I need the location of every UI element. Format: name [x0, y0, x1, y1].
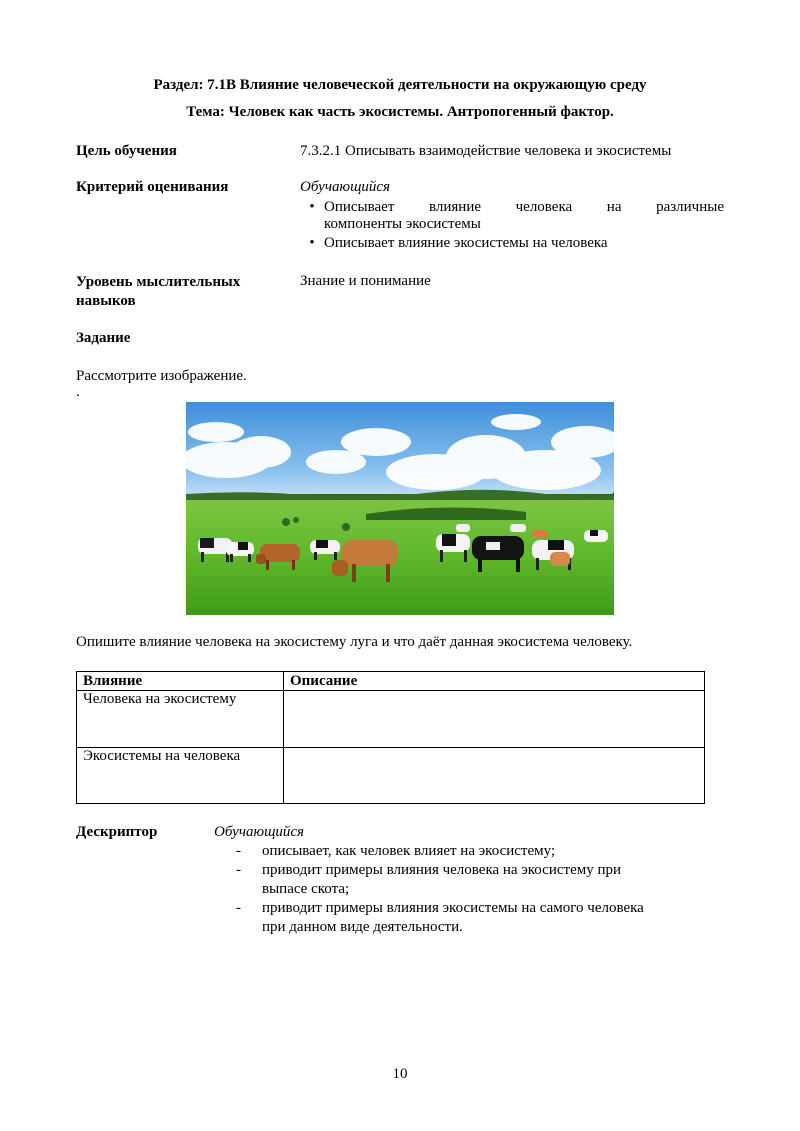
criteria-item	[309, 235, 724, 252]
descriptor-item-line: при данном виде деятельности.	[262, 919, 463, 935]
table-header-row	[77, 672, 705, 691]
descriptor-item	[236, 842, 686, 861]
table-answer-cell[interactable]	[284, 691, 705, 748]
criteria-item-line: Описывает влияние человека на различные	[324, 199, 724, 215]
goal-value: 7.3.2.1 Описывать взаимодействие человека и экосистемы	[300, 143, 672, 159]
skills-label	[76, 273, 240, 311]
dash-icon: -	[236, 862, 241, 878]
criteria-label: Критерий оценивания	[76, 179, 229, 195]
table-cell: Человека на экосистему	[77, 691, 284, 748]
descriptor-item	[236, 899, 686, 937]
section-title: Раздел: 7.1В Влияние человеческой деятельности на окружающую среду	[153, 77, 647, 93]
table-row	[77, 748, 705, 804]
bullet-icon: •	[309, 235, 315, 251]
criteria-item-line: компоненты экосистемы	[324, 216, 481, 232]
descriptor-item	[236, 861, 686, 899]
skills-label-line: навыков	[76, 293, 136, 309]
criteria-item	[309, 199, 724, 233]
descriptor-item-line: приводит примеры влияния человека на экосистему при	[262, 862, 622, 878]
page-number: 10	[392, 1066, 408, 1082]
descriptor-item-line: выпасе скота;	[262, 881, 350, 897]
cows-grazing-meadow-photo	[186, 402, 614, 615]
descriptor-item-line: описывает, как человек влияет на экосистему;	[262, 843, 556, 859]
criteria-list	[309, 199, 724, 252]
dash-icon: -	[236, 900, 241, 916]
criteria-item-line: Описывает влияние экосистемы на человека	[324, 235, 608, 251]
criteria-intro: Обучающийся	[300, 179, 391, 195]
topic-title: Тема: Человек как часть экосистемы. Антропогенный фактор.	[186, 104, 614, 120]
table-header-cell: Влияние	[77, 672, 284, 691]
table-answer-cell[interactable]	[284, 748, 705, 804]
descriptor-item-line: приводит примеры влияния экосистемы на самого человека	[262, 900, 644, 916]
descriptor-list	[236, 842, 686, 937]
task-instruction: Рассмотрите изображение.	[76, 368, 247, 384]
task-question: Опишите влияние человека на экосистему луга и что даёт данная экосистема человеку.	[76, 634, 633, 650]
impact-table	[76, 671, 705, 804]
bullet-icon: •	[309, 199, 315, 215]
skills-value: Знание и понимание	[300, 273, 431, 289]
task-label: Задание	[76, 330, 131, 346]
descriptor-intro: Обучающийся	[214, 824, 305, 840]
goal-label: Цель обучения	[76, 143, 177, 159]
task-dot: .	[76, 384, 80, 400]
table-row	[77, 691, 705, 748]
table-cell: Экосистемы на человека	[77, 748, 284, 804]
skills-label-line: Уровень мыслительных	[76, 274, 241, 290]
descriptor-label: Дескриптор	[76, 824, 158, 840]
dash-icon: -	[236, 843, 241, 859]
table-header-cell: Описание	[284, 672, 705, 691]
